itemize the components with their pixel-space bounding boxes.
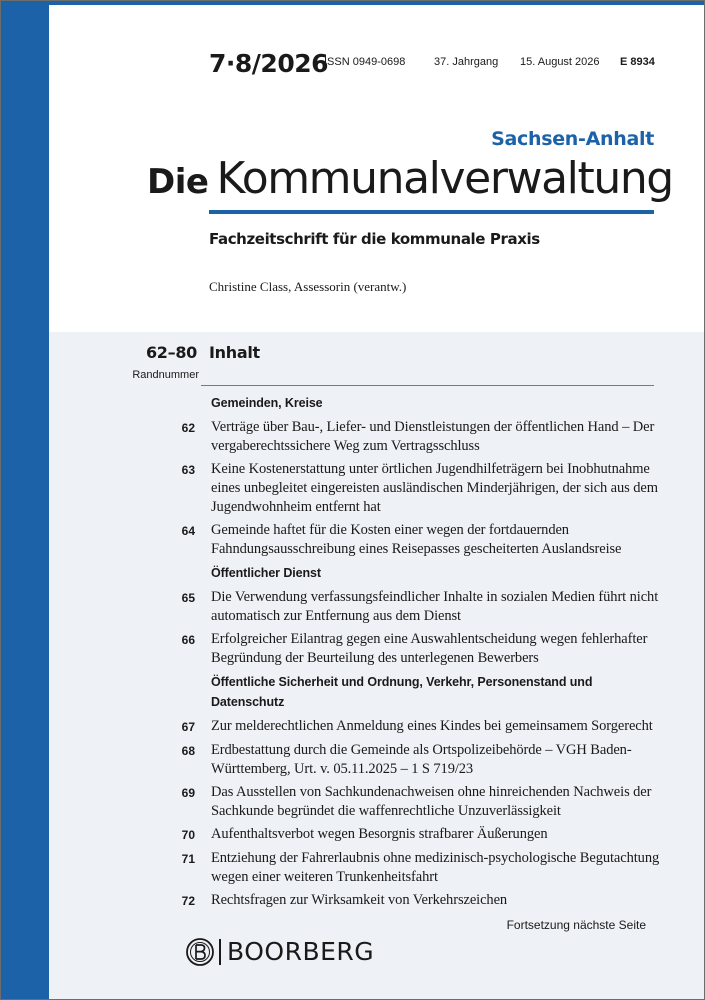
toc-entry bbox=[161, 521, 661, 559]
entry-text: Gemeinde haftet für die Kosten einer wegen der fortdauernden Fahndungsausschreibung eines Reisepasses gescheiterten Auslandsreise bbox=[211, 522, 622, 557]
toc-entry bbox=[161, 630, 661, 668]
left-color-band bbox=[1, 1, 49, 1000]
issue-number: 7·8/2026 bbox=[209, 49, 328, 78]
section-title: Öffentlicher Dienst bbox=[211, 566, 321, 580]
boorberg-logo-icon bbox=[185, 937, 215, 967]
toc-entry bbox=[161, 825, 661, 845]
volume: 37. Jahrgang bbox=[434, 56, 499, 68]
region-label: Sachsen-Anhalt bbox=[491, 128, 654, 150]
entry-number: 71 bbox=[181, 852, 195, 866]
toc-entry bbox=[161, 783, 661, 821]
toc-entry bbox=[161, 460, 661, 517]
entry-text: Rechtsfragen zur Wirksamkeit von Verkehrszeichen bbox=[211, 892, 508, 908]
issn: ISSN 0949-0698 bbox=[324, 56, 406, 68]
entry-number: 63 bbox=[181, 463, 195, 477]
section-title: Gemeinden, Kreise bbox=[211, 396, 323, 410]
section-title bbox=[211, 672, 661, 712]
entry-number: 65 bbox=[181, 591, 195, 605]
editor-line: Christine Class, Assessorin (verantw.) bbox=[209, 279, 407, 294]
toc-rule bbox=[201, 385, 654, 386]
entry-number: 69 bbox=[181, 786, 195, 800]
entry-number: 67 bbox=[181, 720, 195, 734]
toc-entry bbox=[161, 588, 661, 626]
toc-entry bbox=[161, 717, 661, 737]
toc-heading: Inhalt bbox=[209, 343, 260, 362]
toc-range: 62–80 bbox=[145, 343, 197, 362]
title-main: Kommunalverwaltung bbox=[216, 153, 673, 204]
continuation-note: Fortsetzung nächste Seite bbox=[506, 918, 646, 932]
section-title-line: Öffentliche Sicherheit und Ordnung, Verkehr, Personenstand und bbox=[211, 675, 593, 689]
issue-date: 15. August 2026 bbox=[520, 56, 600, 68]
table-of-contents bbox=[161, 393, 661, 915]
entry-text: Keine Kostenerstattung unter örtlichen Jugendhilfeträgern bei Inobhutnahme eines unbegleitet eingereisten ausländischen Minderjährigen, der sich aus dem Jugendwohnheim entfernt hat bbox=[211, 461, 658, 515]
publisher-logo bbox=[185, 937, 374, 967]
entry-number: 62 bbox=[181, 421, 195, 435]
section-title-line: Datenschutz bbox=[211, 695, 285, 709]
entry-number: 66 bbox=[181, 633, 195, 647]
journal-title bbox=[147, 153, 673, 204]
entry-number: 68 bbox=[181, 744, 195, 758]
entry-text: Zur melderechtlichen Anmeldung eines Kindes bei gemeinsamem Sorgerecht bbox=[211, 718, 653, 734]
entry-text: Verträge über Bau-, Liefer- und Dienstleistungen der öffentlichen Hand – Der vergaberechtssichere Weg zum Vertragsschluss bbox=[211, 419, 655, 454]
entry-text: Das Ausstellen von Sachkundenachweisen ohne hinreichenden Nachweis der Sachkunde begründet die waffenrechtliche Unzuverlässigkeit bbox=[211, 784, 652, 819]
entry-text: Aufenthaltsverbot wegen Besorgnis strafbarer Äußerungen bbox=[211, 826, 548, 842]
entry-text: Entziehung der Fahrerlaubnis ohne medizinisch-psychologische Begutachtung wegen einer weiteren Trunkenheitsfahrt bbox=[211, 850, 660, 885]
entry-number: 64 bbox=[181, 524, 195, 538]
entry-number: 70 bbox=[181, 828, 195, 842]
toc-entry bbox=[161, 849, 661, 887]
entry-number: 72 bbox=[181, 894, 195, 908]
toc-range-label: Randnummer bbox=[132, 369, 199, 381]
entry-text: Erdbestattung durch die Gemeinde als Ortspolizeibehörde – VGH Baden-Württemberg, Urt. v. 05.11.2025 – 1 S 719/23 bbox=[211, 742, 632, 777]
publisher-name: BOORBERG bbox=[219, 939, 374, 965]
journal-subtitle: Fachzeitschrift für die kommunale Praxis bbox=[209, 230, 540, 248]
publication-code: E 8934 bbox=[620, 56, 655, 68]
toc-entry bbox=[161, 741, 661, 779]
entry-text: Die Verwendung verfassungsfeindlicher Inhalte in sozialen Medien führt nicht automatisch zur Entfernung aus dem Dienst bbox=[211, 589, 659, 624]
entry-text: Erfolgreicher Eilantrag gegen eine Auswahlentscheidung wegen fehlerhafter Begründung der Beurteilung des unterlegenen Bewerbers bbox=[211, 631, 648, 666]
toc-entry bbox=[161, 891, 661, 911]
title-rule bbox=[209, 210, 654, 214]
title-prefix: Die bbox=[147, 162, 209, 202]
toc-entry bbox=[161, 418, 661, 456]
